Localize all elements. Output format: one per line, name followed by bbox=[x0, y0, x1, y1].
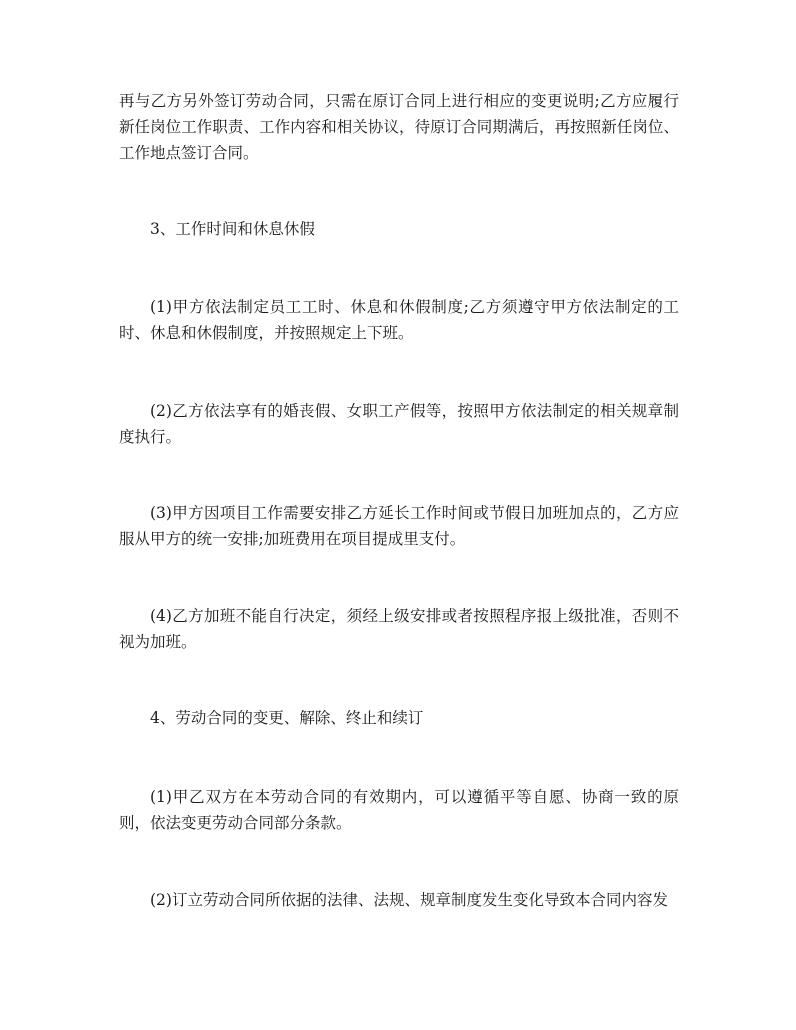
paragraph-3-4: (4)乙方加班不能自行决定，须经上级安排或者按照程序报上级批准，否则不视为加班。 bbox=[119, 607, 679, 651]
paragraph-4-1: (1)甲乙双方在本劳动合同的有效期内，可以遵循平等自愿、协商一致的原则，依法变更劳动合同部分条款。 bbox=[119, 788, 679, 832]
paragraph-3-2: (2)乙方依法享有的婚丧假、女职工产假等，按照甲方依法制定的相关规章制度执行。 bbox=[119, 402, 679, 446]
paragraph-continuation: 再与乙方另外签订劳动合同，只需在原订合同上进行相应的变更说明;乙方应履行新任岗位工作职责、工作内容和相关协议，待原订合同期满后，再按照新任岗位、工作地点签订合同。 bbox=[119, 92, 679, 162]
paragraph-3-1: (1)甲方依法制定员工工时、休息和休假制度;乙方须遵守甲方依法制定的工时、休息和休假制度，并按照规定上下班。 bbox=[119, 298, 679, 342]
section-heading-4: 4、劳动合同的变更、解除、终止和续订 bbox=[150, 709, 424, 727]
paragraph-4-2: (2)订立劳动合同所依据的法律、法规、规章制度发生变化导致本合同内容发 bbox=[150, 891, 668, 909]
paragraph-3-3: (3)甲方因项目工作需要安排乙方延长工作时间或节假日加班加点的，乙方应服从甲方的统一安排;加班费用在项目提成里支付。 bbox=[119, 504, 679, 548]
section-heading-3: 3、工作时间和休息休假 bbox=[150, 220, 315, 238]
